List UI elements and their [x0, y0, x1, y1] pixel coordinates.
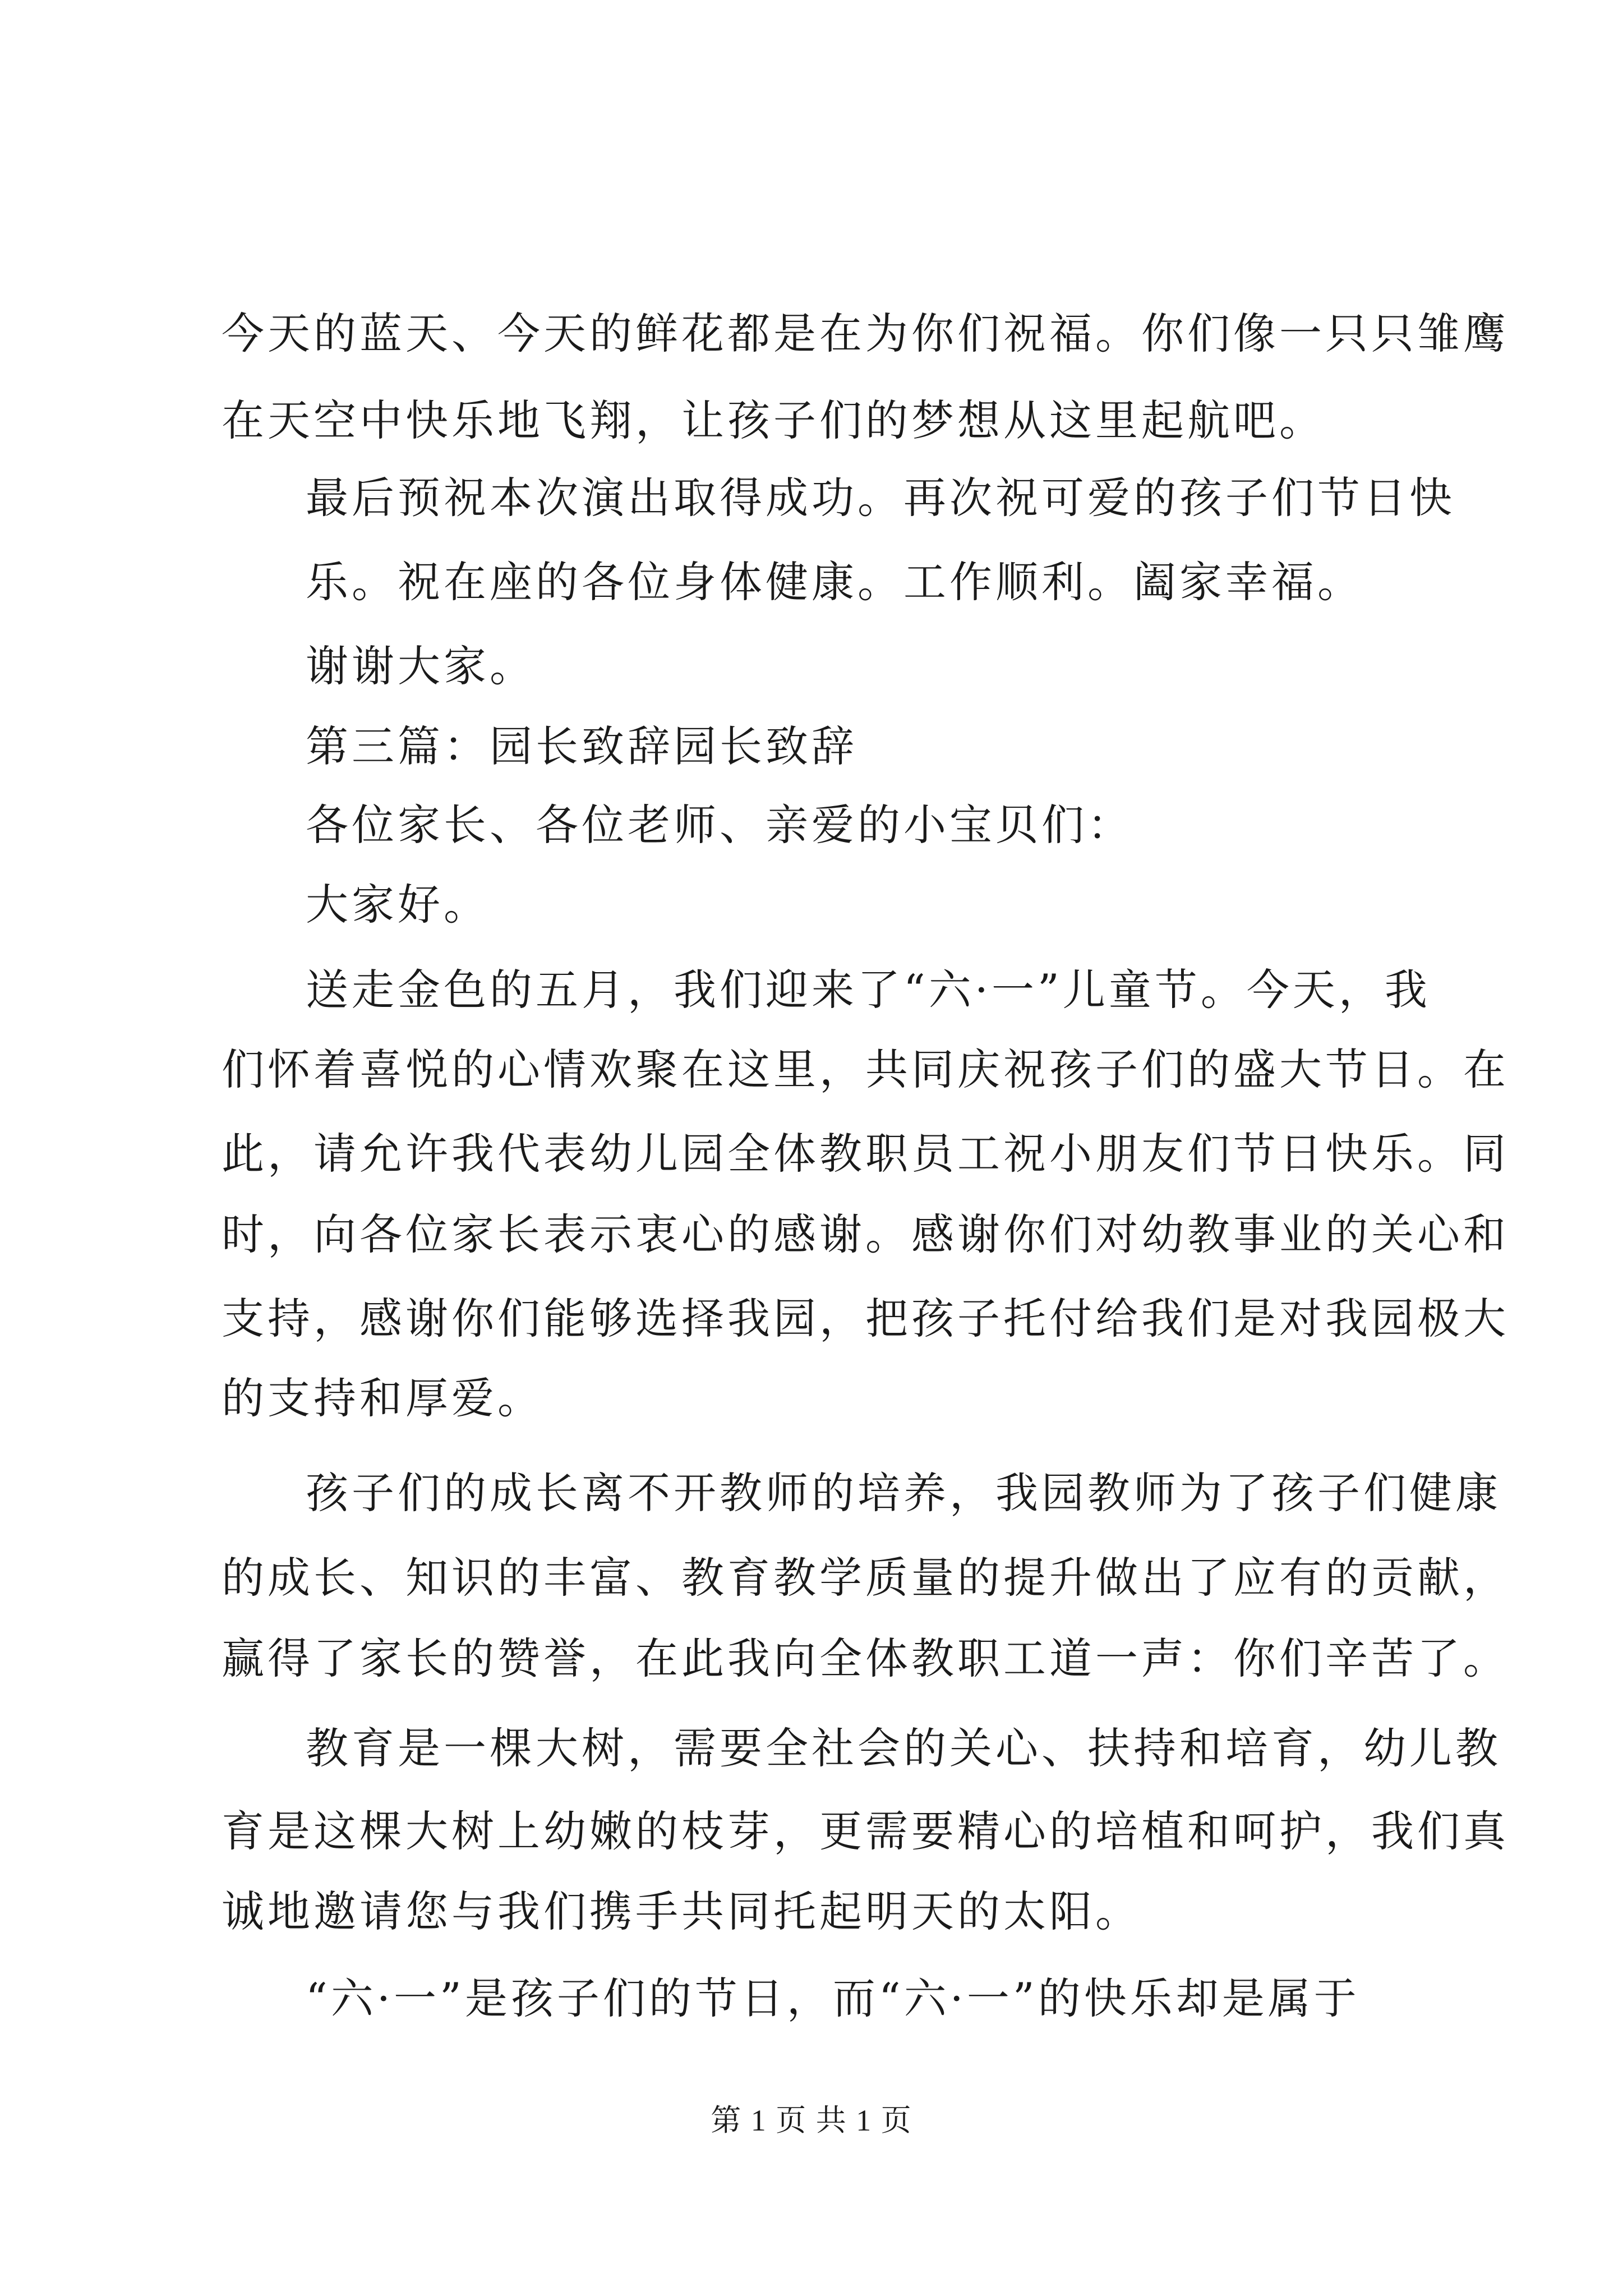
text-line: 最后预祝本次演出取得成功。再次祝可爱的孩子们节日快: [306, 473, 1455, 523]
text-line: 时，向各位家长表示衷心的感谢。感谢你们对幼教事业的关心和: [222, 1209, 1509, 1259]
text-line: 谢谢大家。: [306, 641, 536, 691]
text-line: 在天空中快乐地飞翔，让孩子们的梦想从这里起航吧。: [222, 395, 1325, 445]
text-line: 此，请允许我代表幼儿园全体教职员工祝小朋友们节日快乐。同: [222, 1129, 1509, 1179]
text-line: 孩子们的成长离不开教师的培养，我园教师为了孩子们健康: [306, 1468, 1501, 1518]
text-line: 送走金色的五月，我们迎来了“六·一”儿童节。今天，我: [306, 965, 1431, 1015]
text-line: 的成长、知识的丰富、教育教学质量的提升做出了应有的贡献，: [222, 1553, 1509, 1603]
salutation: 各位家长、各位老师、亲爱的小宝贝们：: [306, 800, 1133, 850]
section-heading: 第三篇：园长致辞园长致辞: [306, 721, 857, 771]
page-footer: 第 1 页 共 1 页: [711, 2104, 912, 2137]
text-line: “六·一”是孩子们的节日，而“六·一”的快乐却是属于: [306, 1973, 1360, 2023]
text-line: 今天的蓝天、今天的鲜花都是在为你们祝福。你们像一只只雏鹰: [222, 309, 1509, 358]
text-line: 赢得了家长的赞誉，在此我向全体教职工道一声：你们辛苦了。: [222, 1634, 1509, 1683]
text-line: 们怀着喜悦的心情欢聚在这里，共同庆祝孩子们的盛大节日。在: [222, 1045, 1509, 1094]
greeting: 大家好。: [306, 880, 490, 930]
text-line: 的支持和厚爱。: [222, 1373, 543, 1423]
text-line: 教育是一棵大树，需要全社会的关心、扶持和培育，幼儿教: [306, 1723, 1501, 1773]
text-line: 育是这棵大树上幼嫩的枝芽，更需要精心的培植和呵护，我们真: [222, 1806, 1509, 1856]
text-line: 诚地邀请您与我们携手共同托起明天的太阳。: [222, 1887, 1141, 1936]
text-line: 支持，感谢你们能够选择我园，把孩子托付给我们是对我园极大: [222, 1294, 1509, 1343]
text-line: 乐。祝在座的各位身体健康。工作顺利。阖家幸福。: [306, 557, 1363, 607]
